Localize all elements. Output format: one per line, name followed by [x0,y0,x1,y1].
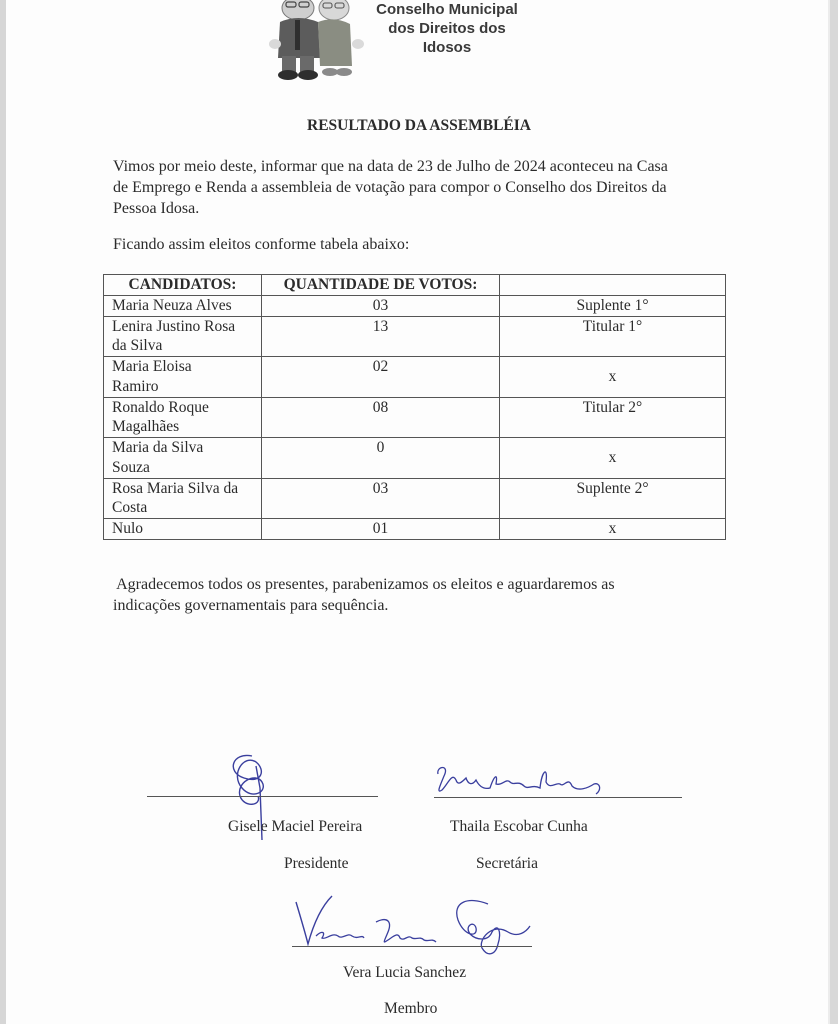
document-title: RESULTADO DA ASSEMBLÉIA [307,117,531,134]
table-row [104,519,726,540]
candidate-name: Lenira Justino Rosa da Silva [104,316,262,357]
header-result [500,275,726,296]
intro-line-2: de Emprego e Renda a assembleia de votação para compor o Conselho dos Direitos da [113,179,667,196]
intro-paragraph [113,156,733,219]
elderly-couple-logo-icon [268,0,368,84]
signature-line-president [147,796,378,797]
vote-count: 0 [262,438,500,479]
result-status: x [500,519,726,540]
header-candidates: CANDIDATOS: [104,275,262,296]
org-name-line-2: dos Direitos dos [388,20,506,37]
candidate-name: Rosa Maria Silva da Costa [104,478,262,519]
table-row [104,295,726,316]
vote-count: 03 [262,478,500,519]
closing-paragraph [113,574,733,616]
result-status: x [500,438,726,479]
page-edge-left [0,0,6,1024]
result-status: x [500,357,726,398]
vote-count: 02 [262,357,500,398]
table-row [104,357,726,398]
candidate-name: Maria Neuza Alves [104,295,262,316]
intro-line-3: Pessoa Idosa. [113,200,200,217]
result-status: Suplente 1° [500,295,726,316]
signatory-name-secretary: Thaila Escobar Cunha [450,818,588,835]
signature-line-member [292,946,532,947]
table-intro: Ficando assim eleitos conforme tabela abaixo: [113,236,410,253]
vote-count: 01 [262,519,500,540]
table-row [104,438,726,479]
header-votes: QUANTIDADE DE VOTOS: [262,275,500,296]
candidate-name: Maria Eloisa Ramiro [104,357,262,398]
intro-line-1: Vimos por meio deste, informar que na data de 23 de Julho de 2024 aconteceu na Casa [113,158,668,175]
vote-count: 13 [262,316,500,357]
closing-line-1: Agradecemos todos os presentes, parabenizamos os eleitos e aguardaremos as [113,576,615,593]
closing-line-2: indicações governamentais para sequência. [113,597,389,614]
election-results-table [103,274,726,540]
table-row [104,316,726,357]
table-row [104,397,726,438]
table-header-row [104,275,726,296]
signature-member-icon [292,892,532,967]
result-status: Titular 2° [500,397,726,438]
signatory-role-secretary: Secretária [476,855,538,872]
result-status: Titular 1° [500,316,726,357]
org-name-line-3: Idosos [422,39,472,56]
vote-count: 03 [262,295,500,316]
candidate-name: Maria da Silva Souza [104,438,262,479]
signatory-name-president: Gisele Maciel Pereira [228,818,363,835]
signatory-role-member: Membro [384,1000,438,1017]
table-row [104,478,726,519]
vote-count: 08 [262,397,500,438]
result-status: Suplente 2° [500,478,726,519]
org-name-line-1: Conselho Municipal [376,1,518,18]
signatory-name-member: Vera Lucia Sanchez [343,964,467,981]
signatory-role-president: Presidente [284,855,349,872]
candidate-name: Ronaldo Roque Magalhães [104,397,262,438]
page-edge-right [828,0,838,1024]
signature-line-secretary [434,797,682,798]
organization-name [362,0,532,57]
candidate-name: Nulo [104,519,262,540]
